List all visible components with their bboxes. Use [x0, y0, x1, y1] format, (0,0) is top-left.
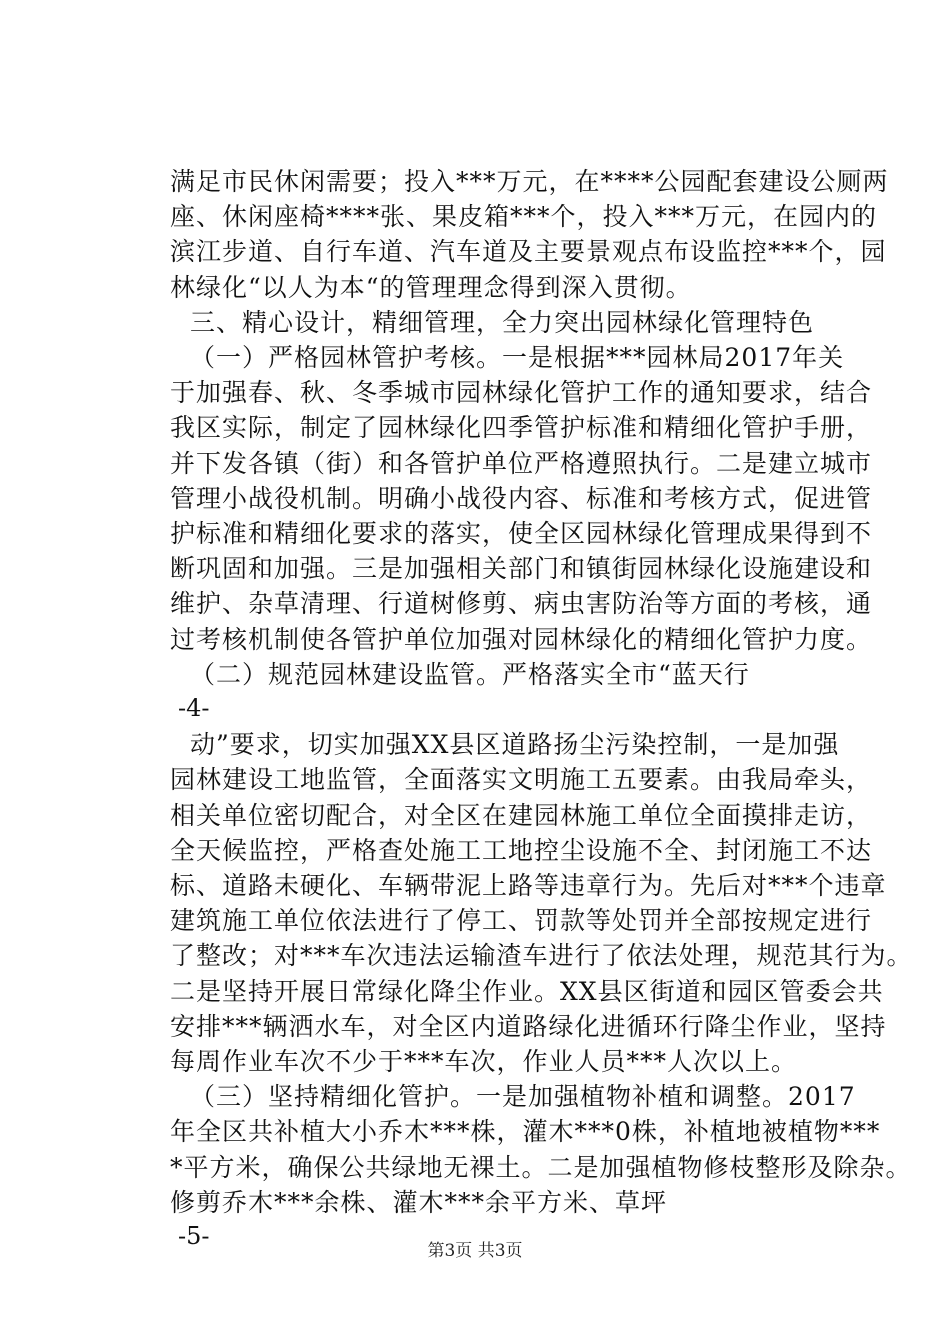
text-line: *平方米，确保公共绿地无裸土。二是加强植物修枝整形及除杂。: [170, 1152, 912, 1182]
text-line: （一）严格园林管护考核。一是根据***园林局2017年关: [190, 343, 845, 372]
text-line: 满足市民休闲需要；投入***万元，在****公园配套建设公厕两: [170, 167, 889, 196]
text-line: 管理小战役机制。明确小战役内容、标准和考核方式，促进管: [170, 483, 873, 513]
text-line: 并下发各镇（街）和各管护单位严格遵照执行。二是建立城市: [170, 448, 873, 478]
text-line: 于加强春、秋、冬季城市园林绿化管护工作的通知要求，结合: [170, 378, 873, 408]
text-line: 过考核机制使各管护单位加强对园林绿化的精细化管护力度。: [170, 624, 873, 654]
text-line: （三）坚持精细化管护。一是加强植物补植和调整。2017: [190, 1082, 856, 1112]
text-line: 二是坚持开展日常绿化降尘作业。XX县区街道和园区管委会共: [170, 976, 884, 1006]
text-line: 座、休闲座椅****张、果皮箱***个，投入***万元，在园内的: [170, 202, 878, 232]
text-line: 了整改；对***车次违法运输渣车进行了依法处理，规范其行为。: [170, 941, 913, 971]
text-line: 年全区共补植大小乔木***株，灌木***0株，补植地被植物***: [170, 1117, 881, 1147]
text-line: 安排***辆洒水车，对全区内道路绿化进循环行降尘作业，坚持: [170, 1011, 887, 1041]
page-footer: 第3页 共3页: [427, 1241, 523, 1261]
text-line: 园林建设工地监管，全面落实文明施工五要素。由我局牵头，: [170, 765, 873, 795]
text-line: （二）规范园林建设监管。严格落实全市“蓝天行: [190, 659, 750, 689]
text-line: 护标准和精细化要求的落实，使全区园林绿化管理成果得到不: [170, 519, 873, 548]
page-number-mark: -4-: [178, 694, 210, 722]
text-line: 相关单位密切配合，对全区在建园林施工单位全面摸排走访，: [170, 800, 873, 830]
text-line: 动”要求，切实加强XX县区道路扬尘污染控制，一是加强: [190, 730, 840, 760]
text-line: 每周作业车次不少于***车次，作业人员***人次以上。: [170, 1047, 798, 1076]
text-line: 标、道路未硬化、车辆带泥上路等违章行为。先后对***个违章: [170, 871, 887, 900]
text-line: 滨江步道、自行车道、汽车道及主要景观点布设监控***个，园: [170, 237, 887, 267]
text-line: 断巩固和加强。三是加强相关部门和镇街园林绿化设施建设和: [170, 554, 873, 584]
text-line: 建筑施工单位依法进行了停工、罚款等处罚并全部按规定进行: [170, 906, 873, 936]
text-line: 维护、杂草清理、行道树修剪、病虫害防治等方面的考核，通: [170, 589, 873, 619]
text-line: 我区实际，制定了园林绿化四季管护标准和精细化管护手册，: [170, 413, 873, 443]
page-number-mark: -5-: [178, 1222, 210, 1250]
text-line: 林绿化“以人为本“的管理理念得到深入贯彻。: [170, 272, 692, 302]
section-heading: 三、精心设计，精细管理，全力突出园林绿化管理特色: [190, 307, 815, 337]
text-line: 修剪乔木***余株、灌木***余平方米、草坪: [170, 1187, 668, 1217]
text-line: 全天候监控，严格查处施工工地控尘设施不全、封闭施工不达: [170, 835, 873, 865]
